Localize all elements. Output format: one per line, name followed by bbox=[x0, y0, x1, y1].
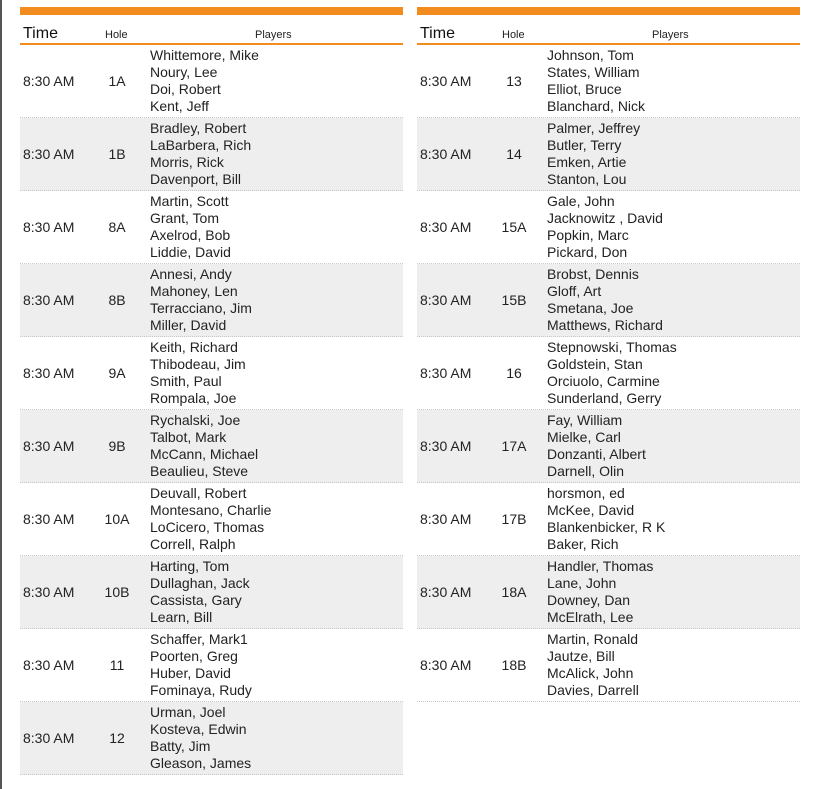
hole-number: 17A bbox=[501, 438, 527, 454]
player-name: horsmon, ed bbox=[547, 485, 625, 501]
player-name: Annesi, Andy bbox=[150, 266, 232, 282]
player-list bbox=[547, 631, 639, 699]
table-row bbox=[417, 483, 800, 556]
tee-time: 8:30 AM bbox=[23, 438, 75, 454]
player-list bbox=[150, 339, 246, 407]
player-name: Kosteva, Edwin bbox=[150, 721, 247, 737]
player-name: Huber, David bbox=[150, 665, 231, 681]
tee-time: 8:30 AM bbox=[23, 730, 75, 746]
player-name: Fominaya, Rudy bbox=[150, 682, 252, 698]
hole-number: 9A bbox=[108, 365, 126, 381]
player-name: Martin, Ronald bbox=[547, 631, 639, 647]
table-row bbox=[20, 337, 403, 410]
player-name: Brobst, Dennis bbox=[547, 266, 639, 282]
player-name: Handler, Thomas bbox=[547, 558, 654, 574]
player-list bbox=[547, 485, 665, 553]
player-name: Correll, Ralph bbox=[150, 536, 236, 552]
player-name: Bradley, Robert bbox=[150, 120, 247, 136]
hole-number: 10B bbox=[104, 584, 130, 600]
player-name: Palmer, Jeffrey bbox=[547, 120, 641, 136]
tee-time: 8:30 AM bbox=[420, 438, 472, 454]
player-name: Noury, Lee bbox=[150, 64, 218, 80]
player-list bbox=[547, 412, 646, 480]
hole-number: 12 bbox=[109, 730, 125, 746]
hole-number: 13 bbox=[506, 73, 522, 89]
hole-number: 17B bbox=[501, 511, 527, 527]
player-name: McCann, Michael bbox=[150, 446, 259, 462]
tee-time: 8:30 AM bbox=[23, 73, 75, 89]
tee-time: 8:30 AM bbox=[23, 146, 75, 162]
player-name: Mahoney, Len bbox=[150, 283, 238, 299]
player-name: Pickard, Don bbox=[547, 244, 628, 260]
player-name: Batty, Jim bbox=[150, 738, 211, 754]
player-name: Dullaghan, Jack bbox=[150, 575, 250, 591]
player-list bbox=[150, 704, 251, 772]
player-name: Goldstein, Stan bbox=[547, 356, 643, 372]
player-name: Poorten, Greg bbox=[150, 648, 238, 664]
tee-time: 8:30 AM bbox=[420, 365, 472, 381]
player-name: Stanton, Lou bbox=[547, 171, 627, 187]
hole-number: 11 bbox=[109, 657, 125, 673]
table-top-bar bbox=[417, 7, 800, 15]
player-name: Elliot, Bruce bbox=[547, 81, 622, 97]
player-name: Deuvall, Robert bbox=[150, 485, 247, 501]
tee-time: 8:30 AM bbox=[420, 511, 472, 527]
player-list bbox=[150, 47, 259, 115]
tee-time: 8:30 AM bbox=[420, 219, 472, 235]
hole-number: 8B bbox=[108, 292, 126, 308]
hole-number: 18A bbox=[501, 584, 527, 600]
player-name: Kent, Jeff bbox=[150, 98, 209, 114]
player-name: Smetana, Joe bbox=[547, 300, 634, 316]
tee-time: 8:30 AM bbox=[23, 292, 75, 308]
hole-number: 15A bbox=[501, 219, 527, 235]
player-list bbox=[547, 47, 645, 115]
player-name: Smith, Paul bbox=[150, 373, 222, 389]
player-name: Jautze, Bill bbox=[547, 648, 615, 664]
player-list bbox=[150, 193, 231, 261]
table-top-bar bbox=[20, 7, 403, 15]
tee-time: 8:30 AM bbox=[420, 292, 472, 308]
player-name: Blankenbicker, R K bbox=[547, 519, 666, 535]
table-row bbox=[417, 264, 800, 337]
table-row bbox=[417, 410, 800, 483]
player-list bbox=[150, 558, 250, 626]
player-name: Keith, Richard bbox=[150, 339, 238, 355]
table-row bbox=[417, 118, 800, 191]
player-name: Davies, Darrell bbox=[547, 682, 639, 698]
player-name: Jacknowitz , David bbox=[547, 210, 663, 226]
player-name: Butler, Terry bbox=[547, 137, 622, 153]
player-name: Martin, Scott bbox=[150, 193, 229, 209]
tee-time: 8:30 AM bbox=[420, 584, 472, 600]
player-name: Johnson, Tom bbox=[547, 47, 634, 63]
table-row bbox=[20, 118, 403, 191]
table-row bbox=[20, 45, 403, 118]
player-name: McElrath, Lee bbox=[547, 609, 634, 625]
player-name: Sunderland, Gerry bbox=[547, 390, 662, 406]
table-row bbox=[20, 483, 403, 556]
header-players: Players bbox=[255, 29, 292, 41]
player-name: Axelrod, Bob bbox=[150, 227, 231, 243]
player-name: Gloff, Art bbox=[547, 283, 602, 299]
player-name: Learn, Bill bbox=[150, 609, 213, 625]
table-row bbox=[417, 556, 800, 629]
player-name: Stepnowski, Thomas bbox=[547, 339, 677, 355]
player-name: Darnell, Olin bbox=[547, 463, 625, 479]
table-header bbox=[20, 15, 403, 45]
hole-number: 15B bbox=[501, 292, 527, 308]
player-name: McAlick, John bbox=[547, 665, 634, 681]
table-row bbox=[417, 45, 800, 118]
player-name: Baker, Rich bbox=[547, 536, 619, 552]
table-row bbox=[20, 556, 403, 629]
player-name: Cassista, Gary bbox=[150, 592, 242, 608]
header-hole: Hole bbox=[105, 29, 128, 41]
player-name: Orciuolo, Carmine bbox=[547, 373, 660, 389]
player-name: Mielke, Carl bbox=[547, 429, 621, 445]
tee-time: 8:30 AM bbox=[420, 657, 472, 673]
table-body bbox=[20, 45, 403, 775]
player-name: Harting, Tom bbox=[150, 558, 230, 574]
player-name: Grant, Tom bbox=[150, 210, 219, 226]
player-name: Downey, Dan bbox=[547, 592, 631, 608]
player-name: Doi, Robert bbox=[150, 81, 221, 97]
table-row bbox=[20, 264, 403, 337]
player-name: Gale, John bbox=[547, 193, 615, 209]
tee-time: 8:30 AM bbox=[23, 657, 75, 673]
tee-time: 8:30 AM bbox=[420, 146, 472, 162]
player-name: Lane, John bbox=[547, 575, 617, 591]
player-list bbox=[547, 558, 653, 626]
tee-time: 8:30 AM bbox=[420, 73, 472, 89]
player-name: Talbot, Mark bbox=[150, 429, 227, 445]
tee-times-table-right bbox=[417, 7, 800, 702]
header-players: Players bbox=[652, 29, 689, 41]
hole-number: 16 bbox=[506, 365, 522, 381]
player-name: States, William bbox=[547, 64, 640, 80]
player-name: Terracciano, Jim bbox=[150, 300, 252, 316]
hole-number: 8A bbox=[108, 219, 126, 235]
tee-times-table-left bbox=[20, 7, 403, 775]
player-name: Morris, Rick bbox=[150, 154, 224, 170]
player-list bbox=[150, 266, 252, 334]
player-list bbox=[150, 120, 251, 188]
player-list bbox=[150, 631, 252, 699]
hole-number: 10A bbox=[104, 511, 130, 527]
table-row bbox=[20, 702, 403, 775]
player-name: Whittemore, Mike bbox=[150, 47, 259, 63]
player-name: Matthews, Richard bbox=[547, 317, 663, 333]
player-name: Thibodeau, Jim bbox=[150, 356, 246, 372]
table-header bbox=[417, 15, 800, 45]
player-name: Liddie, David bbox=[150, 244, 231, 260]
player-name: Gleason, James bbox=[150, 755, 252, 771]
player-list bbox=[547, 120, 640, 188]
player-name: Rychalski, Joe bbox=[150, 412, 241, 428]
player-name: Fay, William bbox=[547, 412, 623, 428]
player-name: Schaffer, Mark1 bbox=[150, 631, 248, 647]
hole-number: 18B bbox=[501, 657, 527, 673]
tee-time: 8:30 AM bbox=[23, 219, 75, 235]
hole-number: 1A bbox=[108, 73, 126, 89]
player-list bbox=[547, 339, 677, 407]
player-list bbox=[547, 266, 663, 334]
player-name: Popkin, Marc bbox=[547, 227, 629, 243]
player-name: Montesano, Charlie bbox=[150, 502, 272, 518]
header-hole: Hole bbox=[502, 29, 525, 41]
table-body bbox=[417, 45, 800, 702]
player-name: Miller, David bbox=[150, 317, 227, 333]
hole-number: 14 bbox=[506, 146, 522, 162]
hole-number: 1B bbox=[108, 146, 126, 162]
table-row bbox=[417, 337, 800, 410]
header-time: Time bbox=[23, 25, 58, 42]
table-row bbox=[20, 191, 403, 264]
page-left-border bbox=[0, 0, 2, 789]
table-row bbox=[20, 629, 403, 702]
tee-time: 8:30 AM bbox=[23, 365, 75, 381]
player-name: McKee, David bbox=[547, 502, 635, 518]
player-name: Urman, Joel bbox=[150, 704, 226, 720]
player-name: Blanchard, Nick bbox=[547, 98, 646, 114]
table-row bbox=[417, 629, 800, 702]
player-list bbox=[547, 193, 663, 261]
player-name: Davenport, Bill bbox=[150, 171, 242, 187]
hole-number: 9B bbox=[108, 438, 126, 454]
tee-time: 8:30 AM bbox=[23, 511, 75, 527]
player-name: LoCicero, Thomas bbox=[150, 519, 265, 535]
player-name: Donzanti, Albert bbox=[547, 446, 646, 462]
player-list bbox=[150, 485, 271, 553]
header-time: Time bbox=[420, 25, 455, 42]
tee-time: 8:30 AM bbox=[23, 584, 75, 600]
table-row bbox=[417, 191, 800, 264]
table-row bbox=[20, 410, 403, 483]
player-name: Rompala, Joe bbox=[150, 390, 237, 406]
player-name: Beaulieu, Steve bbox=[150, 463, 249, 479]
player-name: LaBarbera, Rich bbox=[150, 137, 252, 153]
player-list bbox=[150, 412, 258, 480]
player-name: Emken, Artie bbox=[547, 154, 627, 170]
